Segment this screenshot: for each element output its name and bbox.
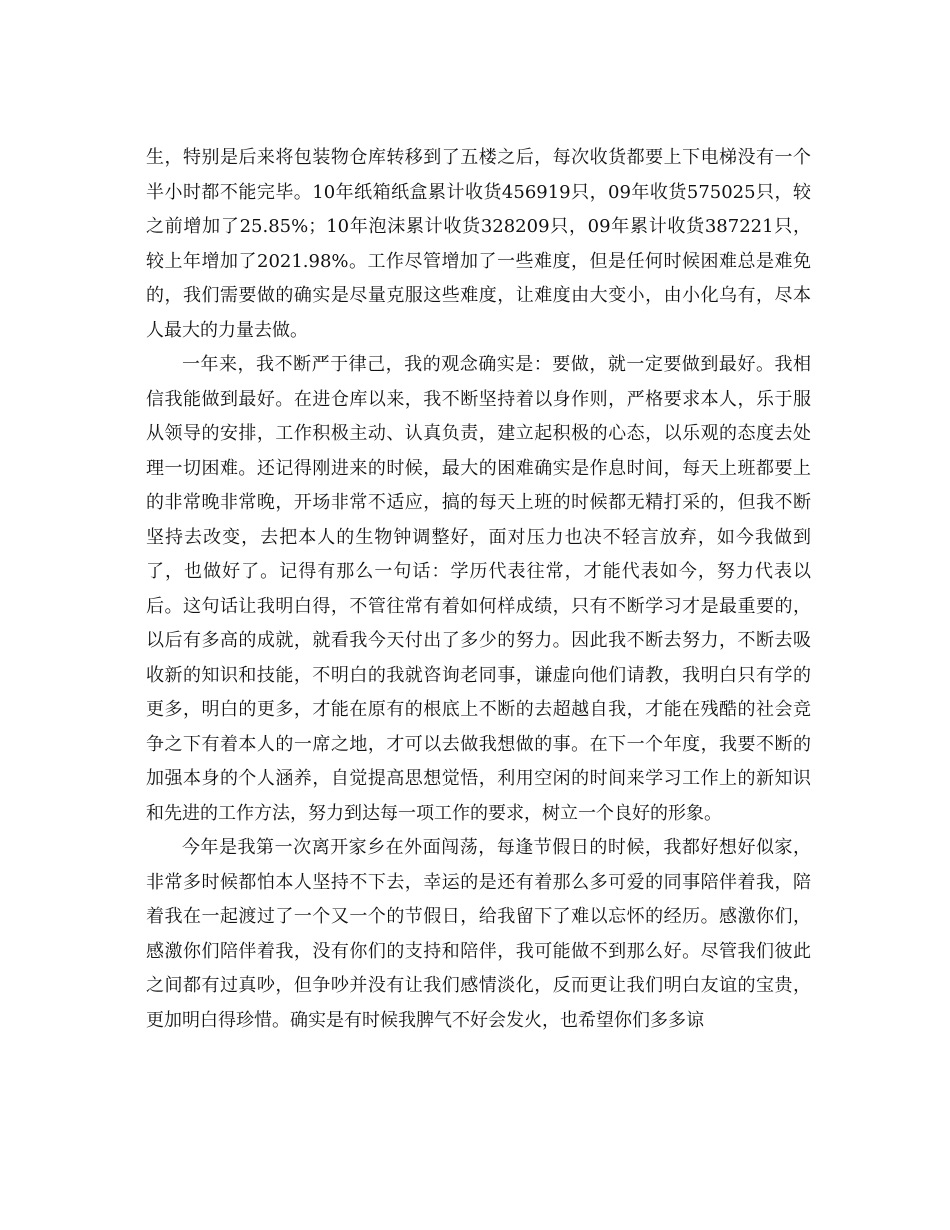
- paragraph-3: 今年是我第一次离开家乡在外面闯荡，每逢节假日的时候，我都好想好似家，非常多时候都怕本人坚持不下去，幸运的是还有着那么多可爱的同事陪伴着我，陪着我在一起渡过了一个又一个的节假日，给我留下了难以忘怀的经历。感激你们，感激你们陪伴着我，没有你们的支持和陪伴，我可能做不到那么好。尽管我们彼此之间都有过真吵，但争吵并没有让我们感情淡化，反而更让我们明白友谊的宝贵，更加明白得珍惜。确实是有时候我脾气不好会发火，也希望你们多多谅: [146, 837, 811, 1031]
- paragraph-2: 一年来，我不断严于律己，我的观念确实是：要做，就一定要做到最好。我相信我能做到最好。在进仓库以来，我不断坚持着以身作则，严格要求本人，乐于服从领导的安排，工作积极主动、认真负责，建立起积极的心态，以乐观的态度去处理一切困难。还记得刚进来的时候，最大的困难确实是作息时间，每天上班都要上的非常晚非常晚，开场非常不适应，搞的每天上班的时候都无精打采的，但我不断坚持去改变，去把本人的生物钟调整好，面对压力也决不轻言放弃，如今我做到了，也做好了。记得有那么一句话：学历代表往常，才能代表如今，努力代表以后。这句话让我明白得，不管往常有着如何样成绩，只有不断学习才是最重要的，以后有多高的成就，就看我今天付出了多少的努力。因此我不断去努力，不断去吸收新的知识和技能，不明白的我就咨询老同事，谦虚向他们请教，我明白只有学的更多，明白的更多，才能在原有的根底上不断的去超越自我，才能在残酷的社会竞争之下有着本人的一席之地，才可以去做我想做的事。在下一个年度，我要不断的加强本身的个人涵养，自觉提高思想觉悟，利用空闲的时间来学习工作上的新知识和先进的工作方法，努力到达每一项工作的要求，树立一个良好的形象。: [146, 354, 811, 824]
- paragraph-1: 生，特别是后来将包装物仓库转移到了五楼之后，每次收货都要上下电梯没有一个半小时都不能完毕。10年纸箱纸盒累计收货456919只，09年收货575025只，较之前增加了25.85%；10年泡沫累计收货328209只，09年累计收货387221只，较上年增加了2021.98%。工作尽管增加了一些难度，但是任何时候困难总是难免的，我们需要做的确实是尽量克服这些难度，让难度由大变小，由小化乌有，尽本人最大的力量去做。: [146, 147, 811, 341]
- document-body: [146, 141, 811, 1038]
